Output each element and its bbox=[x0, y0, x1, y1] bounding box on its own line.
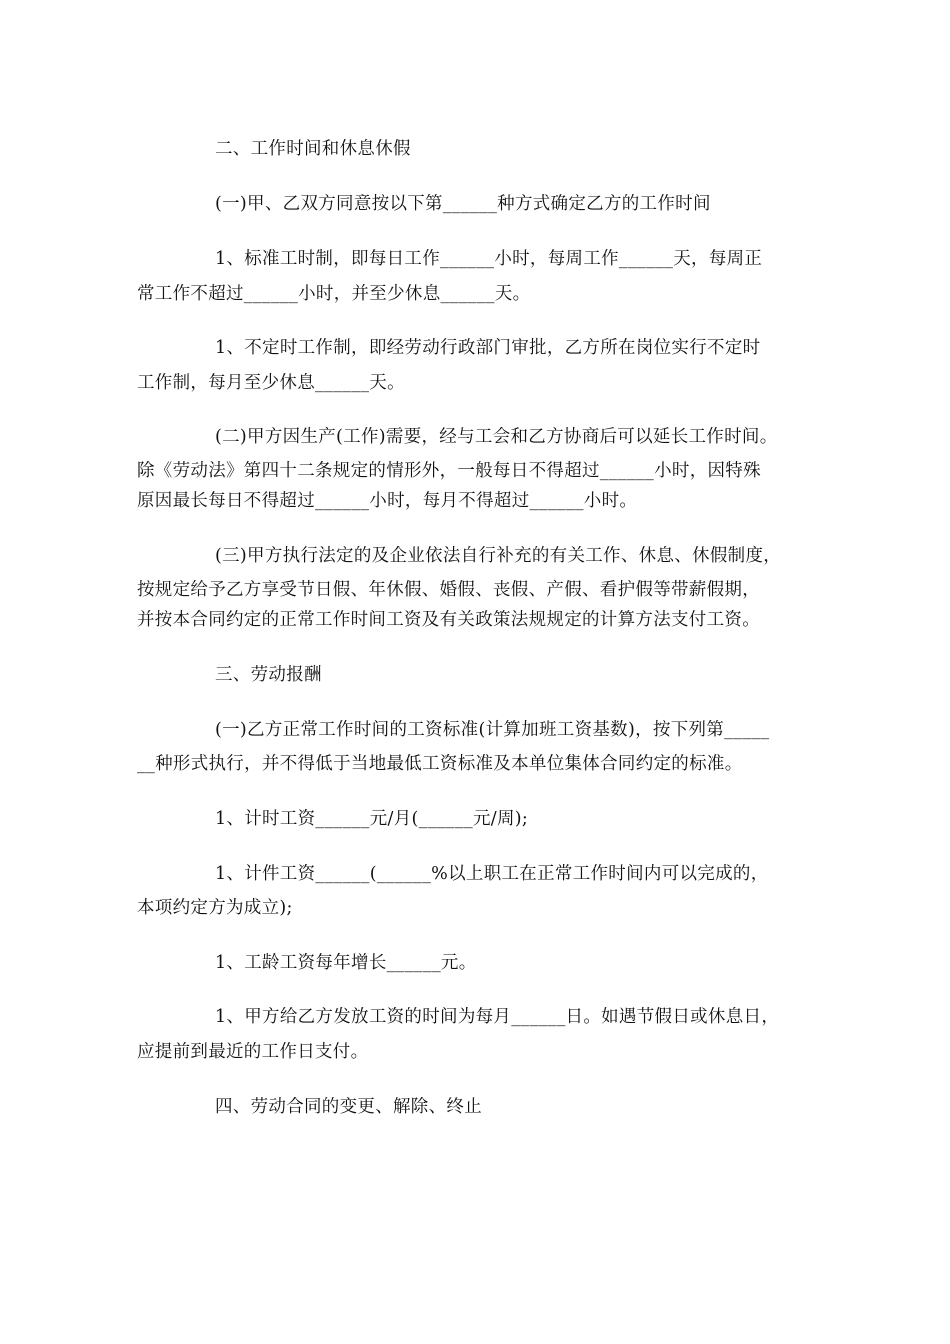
paragraph-piece-wage-line1: 1、计件工资______(______%以上职工在正常工作时间内可以完成的， bbox=[215, 864, 769, 884]
paragraph-flexible-hours-line1: 1、不定时工作制，即经劳动行政部门审批，乙方所在岗位实行不定时 bbox=[215, 338, 761, 358]
section-heading-contract-change: 四、劳动合同的变更、解除、终止 bbox=[215, 1097, 482, 1117]
paragraph-overtime-line3: 原因最长每日不得超过______小时，每月不得超过______小时。 bbox=[137, 491, 638, 511]
paragraph-work-time-method: (一)甲、乙双方同意按以下第______种方式确定乙方的工作时间 bbox=[215, 194, 711, 214]
paragraph-wage-standard-line1: (一)乙方正常工作时间的工资标准(计算加班工资基数)，按下列第_____ bbox=[215, 720, 770, 740]
paragraph-piece-wage-line2: 本项约定方为成立); bbox=[137, 898, 293, 918]
paragraph-pay-date-line1: 1、甲方给乙方发放工资的时间为每月______日。如遇节假日或休息日， bbox=[215, 1007, 780, 1027]
paragraph-time-wage: 1、计时工资______元/月(______元/周); bbox=[215, 809, 529, 829]
paragraph-leave-line3: 并按本合同约定的正常工作时间工资及有关政策法规规定的计算方法支付工资。 bbox=[137, 610, 760, 630]
paragraph-overtime-line1: (二)甲方因生产(工作)需要，经与工会和乙方协商后可以延长工作时间。 bbox=[215, 427, 778, 447]
paragraph-seniority-wage: 1、工龄工资每年增长______元。 bbox=[215, 953, 477, 973]
section-heading-work-hours: 二、工作时间和休息休假 bbox=[215, 139, 411, 159]
paragraph-standard-hours-line2: 常工作不超过______小时，并至少休息______天。 bbox=[137, 284, 531, 304]
paragraph-pay-date-line2: 应提前到最近的工作日支付。 bbox=[137, 1042, 369, 1062]
paragraph-leave-line2: 按规定给予乙方享受节日假、年休假、婚假、丧假、产假、看护假等带薪假期， bbox=[137, 580, 760, 600]
section-heading-remuneration: 三、劳动报酬 bbox=[215, 665, 322, 685]
paragraph-overtime-line2: 除《劳动法》第四十二条规定的情形外，一般每日不得超过______小时，因特殊 bbox=[137, 461, 761, 481]
paragraph-leave-line1: (三)甲方执行法定的及企业依法自行补充的有关工作、休息、休假制度， bbox=[215, 546, 782, 566]
paragraph-flexible-hours-line2: 工作制，每月至少休息______天。 bbox=[137, 373, 405, 393]
paragraph-standard-hours-line1: 1、标准工时制，即每日工作______小时，每周工作______天，每周正 bbox=[215, 249, 763, 269]
paragraph-wage-standard-line2: __种形式执行，并不得低于当地最低工资标准及本单位集体合同约定的标准。 bbox=[137, 754, 743, 774]
